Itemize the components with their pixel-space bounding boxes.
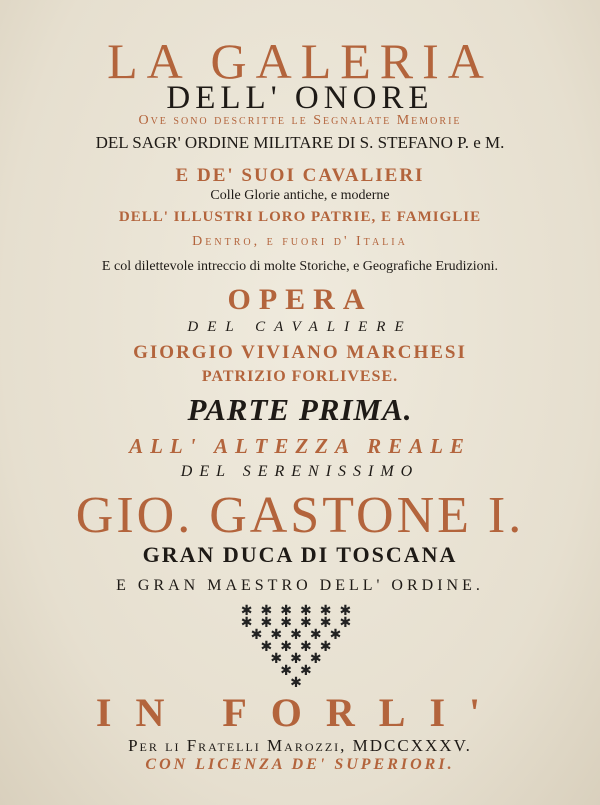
star-row: ✱✱✱✱✱✱	[240, 615, 360, 631]
star-row: ✱✱	[280, 663, 320, 679]
star-row: ✱✱✱✱	[260, 639, 340, 655]
dedicatee-title-1: GRAN DUCA DI TOSCANA	[142, 542, 458, 567]
part-heading: PARTE PRIMA.	[187, 392, 413, 427]
opera-heading: OPERA	[227, 283, 373, 316]
subtitle-6: Dentro, e fuori d' Italia	[192, 234, 408, 249]
star-row: ✱	[290, 675, 310, 691]
subtitle-4: Colle Glorie antiche, e moderne	[210, 188, 390, 203]
star-ornament	[0, 605, 600, 689]
subtitle-2: DEL SAGR' ORDINE MILITARE DI S. STEFANO P. e M.	[95, 133, 505, 152]
author-name: GIORGIO VIVIANO MARCHESI	[133, 342, 467, 363]
del-cavaliere: DEL CAVALIERE	[187, 319, 413, 335]
imprint-publisher: Per li Fratelli Marozzi, MDCCXXXV.	[128, 736, 472, 755]
subtitle-1: Ove sono descritte le Segnalate Memorie	[138, 113, 462, 128]
imprint-place: IN FORLI'	[95, 690, 505, 735]
title-line-1: LA GALERIA	[107, 33, 493, 89]
author-origin: PATRIZIO FORLIVESE.	[201, 368, 399, 385]
subtitle-7: E col dilettevole intreccio di molte Storiche, e Geografiche Erudizioni.	[101, 259, 499, 274]
imprint-license: CON LICENZA DE' SUPERIORI.	[145, 756, 455, 773]
star-row: ✱✱✱	[270, 651, 330, 667]
dedication-2: DEL SERENISSIMO	[180, 463, 420, 480]
title-line-2: DELL' ONORE	[166, 80, 434, 116]
star-row: ✱✱✱✱✱	[250, 627, 350, 643]
subtitle-3: E DE' SUOI CAVALIERI	[175, 165, 425, 186]
dedicatee-title-2: E GRAN MAESTRO DELL' ORDINE.	[116, 577, 484, 594]
dedication-1: ALL' ALTEZZA REALE	[129, 434, 471, 458]
subtitle-5: DELL' ILLUSTRI LORO PATRIE, E FAMIGLIE	[118, 209, 482, 225]
star-row: ✱✱✱✱✱✱	[240, 603, 360, 619]
dedicatee-name: GIO. GASTONE I.	[75, 487, 525, 544]
